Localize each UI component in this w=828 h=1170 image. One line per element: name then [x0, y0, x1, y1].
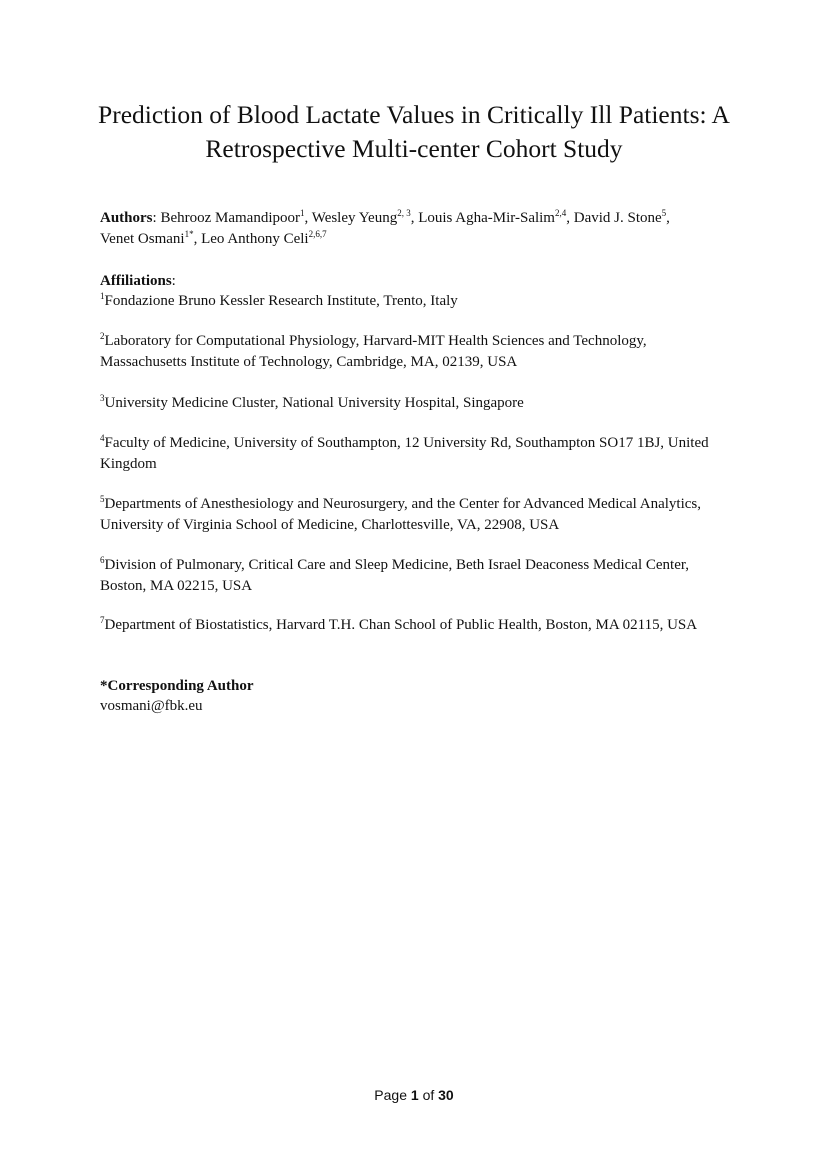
author-name: Venet Osmani	[100, 231, 185, 247]
author-name: Leo Anthony Celi	[201, 231, 309, 247]
affiliation-text: Laboratory for Computational Physiology, Harvard-MIT Health Sciences and Technology,	[104, 333, 647, 349]
corresponding-author-email[interactable]: vosmani@fbk.eu	[100, 698, 203, 714]
page-word: Page	[374, 1087, 407, 1103]
affiliation-number: 5	[100, 494, 105, 504]
authors-line-2: Venet Osmani$^{1*}$, Leo Anthony Celi$^{2,6,7}$	[100, 229, 327, 247]
authors-line-1: Authors: Behrooz Mamandipoor$^1$, Wesley Yeung$^{2, 3}$, Louis Agha-Mir-Salim$^{2,4}$, David J. Stone$^5$,	[100, 208, 670, 226]
affiliation-number: 6	[100, 555, 105, 565]
affiliation-line	[100, 291, 740, 312]
affiliation-item	[100, 393, 740, 414]
corresponding-author-heading: *Corresponding Author	[100, 678, 254, 694]
affiliation-text: Division of Pulmonary, Critical Care and Sleep Medicine, Beth Israel Deaconess Medical Center,	[104, 557, 690, 573]
authors-label: Authors	[100, 210, 153, 226]
title-line-1: Prediction of Blood Lactate Values in Critically Ill Patients: A	[98, 100, 730, 129]
affiliation-text: Boston, MA 02215, USA	[100, 578, 253, 594]
author-name: Louis Agha-Mir-Salim	[418, 210, 555, 226]
affiliation-text: Massachusetts Institute of Technology, Cambridge, MA, 02139, USA	[100, 354, 518, 370]
affiliation-text: University of Virginia School of Medicine, Charlottesville, VA, 22908, USA	[100, 517, 560, 533]
affiliation-item	[100, 291, 740, 312]
title-line-2: Retrospective Multi-center Cohort Study	[205, 134, 623, 163]
authors-block	[100, 208, 740, 250]
author-affiliation-sup: 1	[300, 208, 305, 218]
affiliation-text: Fondazione Bruno Kessler Research Institute, Trento, Italy	[104, 293, 458, 309]
affiliation-number: 2	[100, 331, 105, 341]
affiliation-line	[100, 393, 740, 414]
author-name: Wesley Yeung	[311, 210, 398, 226]
affiliation-number: 4	[100, 433, 105, 443]
affiliation-number: 3	[100, 393, 105, 403]
affiliation-text: Kingdom	[100, 456, 157, 472]
author-name: David J. Stone	[573, 210, 662, 226]
author-affiliation-sup: 1*	[184, 229, 194, 239]
affiliation-text: Department of Biostatistics, Harvard T.H. Chan School of Public Health, Boston, MA 02115, USA	[104, 617, 698, 633]
current-page-number: 1	[410, 1087, 419, 1103]
affiliation-item	[100, 331, 740, 373]
author-affiliation-sup: 5	[661, 208, 667, 218]
author-affiliation-sup: 2,4	[554, 208, 567, 218]
affiliations-heading: Affiliations:	[100, 273, 176, 289]
affiliation-text: Faculty of Medicine, University of Southampton, 12 University Rd, Southampton SO17 1BJ, United	[104, 435, 709, 451]
affiliation-number: 1	[100, 291, 105, 301]
affiliation-number: 7	[100, 615, 105, 625]
affiliation-line	[100, 494, 740, 515]
author-affiliation-sup: 2,6,7	[308, 229, 327, 239]
of-word: of	[422, 1087, 435, 1103]
affiliation-item	[100, 433, 740, 475]
affiliation-line	[100, 331, 740, 352]
affiliation-line	[100, 555, 740, 576]
author-name: Behrooz Mamandipoor	[160, 210, 300, 226]
affiliation-line	[100, 433, 740, 454]
affiliations-label: Affiliations	[100, 273, 172, 289]
affiliation-line	[100, 615, 740, 636]
affiliation-item	[100, 555, 740, 597]
total-pages-number: 30	[438, 1087, 454, 1103]
author-affiliation-sup: 2, 3	[397, 208, 411, 218]
page-footer	[0, 1085, 828, 1105]
affiliation-text: University Medicine Cluster, National University Hospital, Singapore	[104, 395, 524, 411]
affiliation-item	[100, 494, 740, 536]
affiliation-item	[100, 615, 740, 636]
paper-title	[60, 98, 768, 166]
affiliation-text: Departments of Anesthesiology and Neurosurgery, and the Center for Advanced Medical Analytics,	[104, 496, 702, 512]
